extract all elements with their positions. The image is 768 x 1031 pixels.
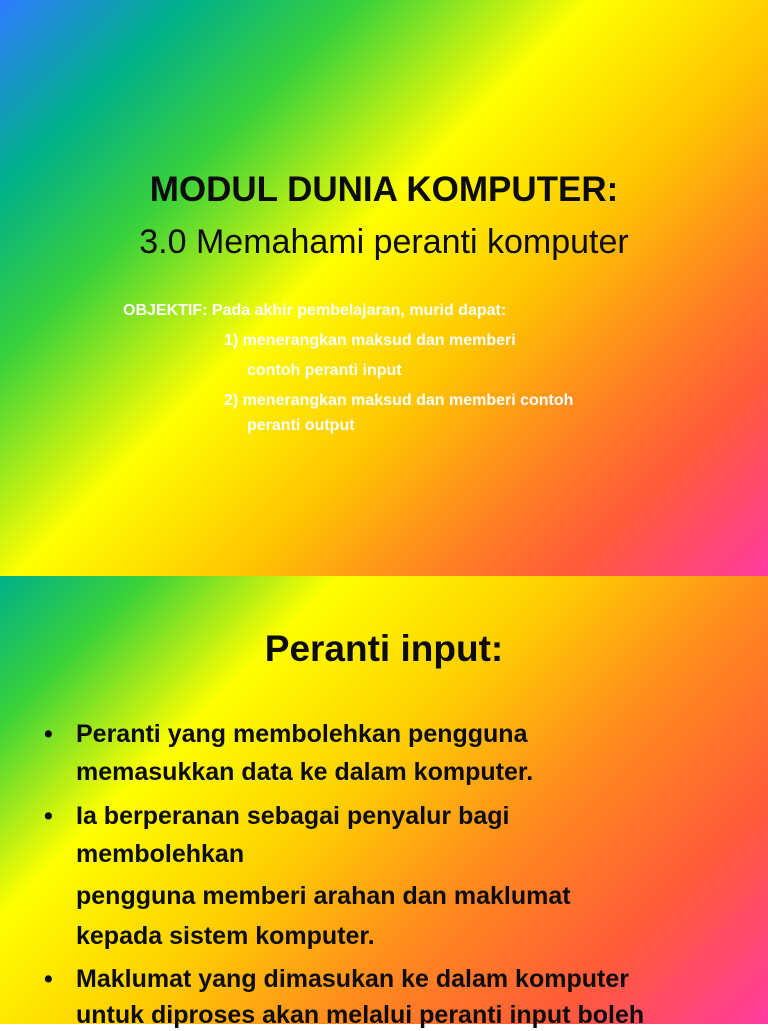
bullet-1-line-1: Peranti yang membolehkan pengguna xyxy=(76,720,528,748)
slide-2-title: Peranti input: xyxy=(264,628,504,669)
objective-item-2-line-1: 2) menerangkan maksud dan memberi contoh xyxy=(224,392,574,409)
objective-item-1-line-2: contoh peranti input xyxy=(247,362,402,379)
objective-item-2-line-2: peranti output xyxy=(247,417,355,434)
bullet-2-line-2: membolehkan xyxy=(76,840,245,868)
bullet-1-line-2: memasukkan data ke dalam komputer. xyxy=(76,758,534,786)
objective-intro: OBJEKTIF: Pada akhir pembelajaran, murid dapat: xyxy=(123,302,507,319)
slide-title: MODUL DUNIA KOMPUTER: xyxy=(149,170,619,209)
bullet-3-line-1: Maklumat yang dimasukan ke dalam komputer xyxy=(76,965,629,993)
bullet-2-line-4: kepada sistem komputer. xyxy=(76,922,375,950)
objective-item-1-line-1: 1) menerangkan maksud dan memberi xyxy=(224,332,516,349)
bullet-2-line-3: pengguna memberi arahan dan maklumat xyxy=(76,882,571,910)
bullet-2-line-1: Ia berperanan sebagai penyalur bagi xyxy=(76,802,510,830)
bullet-marker: • xyxy=(44,802,53,830)
slide-subtitle: 3.0 Memahami peranti komputer xyxy=(139,223,629,261)
bullet-marker: • xyxy=(44,720,53,748)
bullet-3-line-2: untuk diproses akan melalui peranti input boleh xyxy=(76,1001,645,1029)
bullet-marker: • xyxy=(44,965,53,993)
